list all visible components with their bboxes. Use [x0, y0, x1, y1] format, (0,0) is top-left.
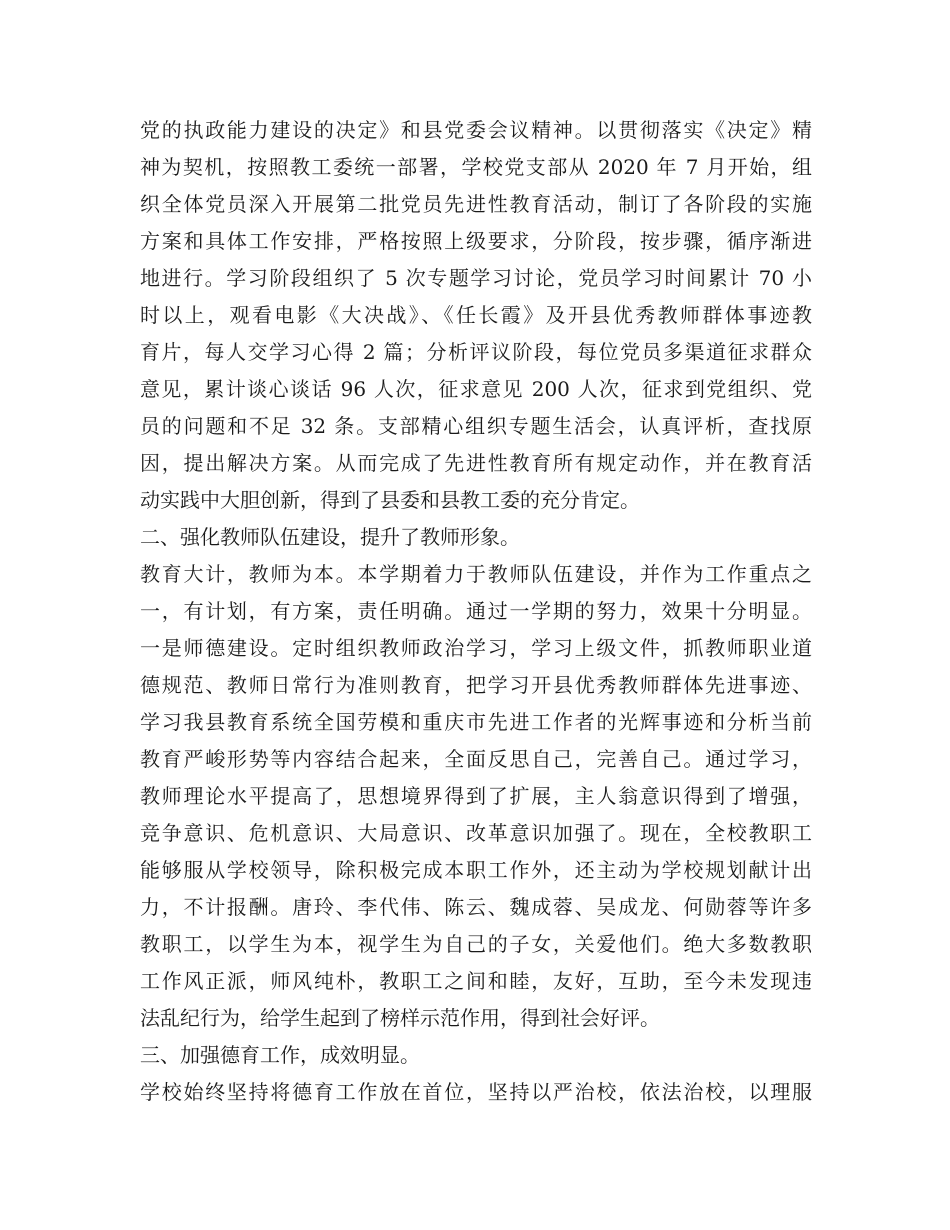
text-line: 育片，每人交学习心得 2 篇；分析评议阶段，每位党员多渠道征求群众 [140, 340, 812, 364]
text-line: 员的问题和不足 32 条。支部精心组织专题生活会，认真评析，查找原 [140, 414, 812, 438]
text-line: 三、加强德育工作，成效明显。 [140, 1043, 420, 1067]
text-line: 德规范、教师日常行为准则教育，把学习开县优秀教师群体先进事迹、 [140, 673, 812, 697]
text-line: 教育严峻形势等内容结合起来，全面反思自己，完善自己。通过学习， [140, 747, 812, 771]
text-line: 党的执政能力建设的决定》和县党委会议精神。以贯彻落实《决定》精 [140, 118, 812, 142]
text-line: 时以上，观看电影《大决战》、《任长霞》及开县优秀教师群体事迹教 [140, 303, 812, 327]
text-line: 教师理论水平提高了，思想境界得到了扩展，主人翁意识得到了增强， [140, 784, 812, 808]
text-line: 织全体党员深入开展第二批党员先进性教育活动，制订了各阶段的实施 [140, 192, 812, 216]
text-line: 工作风正派，师风纯朴，教职工之间和睦，友好，互助，至今未发现违 [140, 969, 812, 993]
text-line: 学校始终坚持将德育工作放在首位，坚持以严治校，依法治校，以理服 [140, 1080, 812, 1104]
text-line: 竞争意识、危机意识、大局意识、改革意识加强了。现在，全校教职工 [140, 821, 812, 845]
text-line: 因，提出解决方案。从而完成了先进性教育所有规定动作，并在教育活 [140, 451, 812, 475]
text-line: 教育大计，教师为本。本学期着力于教师队伍建设，并作为工作重点之 [140, 562, 812, 586]
text-line: 二、强化教师队伍建设，提升了教师形象。 [140, 525, 520, 549]
text-line: 神为契机，按照教工委统一部署，学校党支部从 2020 年 7 月开始，组 [140, 155, 812, 179]
text-line: 法乱纪行为，给学生起到了榜样示范作用，得到社会好评。 [140, 1006, 660, 1030]
text-line: 方案和具体工作安排，严格按照上级要求，分阶段，按步骤，循序渐进 [140, 229, 812, 253]
text-line: 能够服从学校领导，除积极完成本职工作外，还主动为学校规划献计出 [140, 858, 812, 882]
text-line: 动实践中大胆创新，得到了县委和县教工委的充分肯定。 [140, 488, 640, 512]
text-line: 意见，累计谈心谈话 96 人次，征求意见 200 人次，征求到党组织、党 [140, 377, 812, 401]
text-line: 教职工，以学生为本，视学生为自己的子女，关爱他们。绝大多数教职 [140, 932, 812, 956]
document-body [140, 112, 812, 1111]
text-line: 地进行。学习阶段组织了 5 次专题学习讨论，党员学习时间累计 70 小 [140, 266, 812, 290]
text-line: 一，有计划，有方案，责任明确。通过一学期的努力，效果十分明显。 [140, 599, 812, 623]
text-line: 一是师德建设。定时组织教师政治学习，学习上级文件，抓教师职业道 [140, 636, 812, 660]
text-line: 学习我县教育系统全国劳模和重庆市先进工作者的光辉事迹和分析当前 [140, 710, 812, 734]
text-line: 力，不计报酬。唐玲、李代伟、陈云、魏成蓉、吴成龙、何勋蓉等许多 [140, 895, 812, 919]
